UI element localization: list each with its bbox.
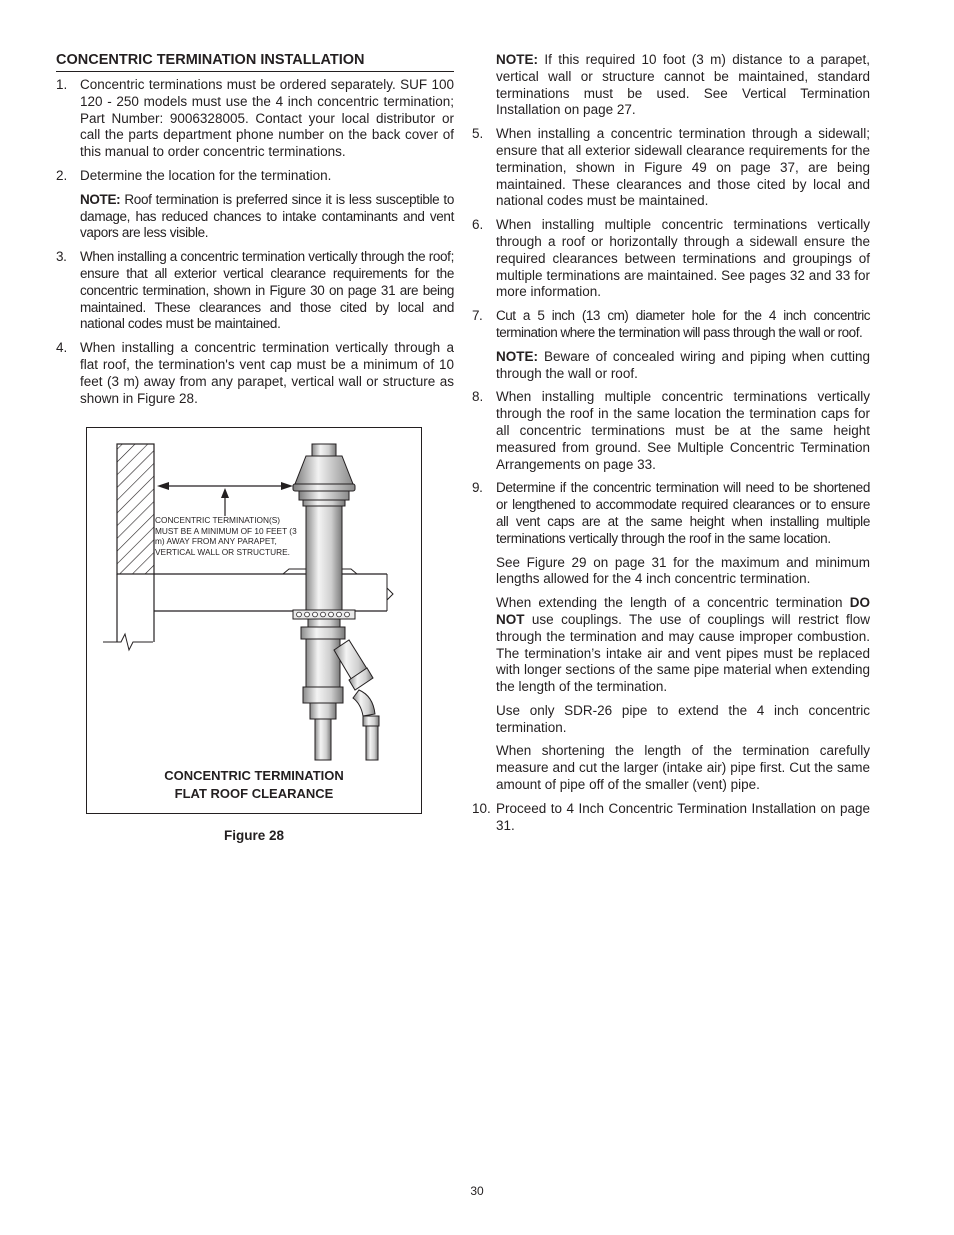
note-text: Beware of concealed wiring and piping when cutting through the wall or roof. [496, 348, 870, 381]
left-column [56, 52, 454, 414]
parapet-wall [103, 444, 154, 650]
step-5 [472, 126, 870, 210]
step-number: 4. [56, 340, 68, 356]
step-2 [56, 168, 454, 185]
step-9-paragraph-1: See Figure 29 on page 31 for the maximum and minimum lengths allowed for the 4 inch concentric termination. [496, 554, 870, 587]
page-number: 30 [470, 1184, 484, 1198]
step-number: 1. [56, 77, 68, 92]
roof-deck [154, 569, 393, 611]
step-10 [472, 801, 870, 835]
step-text: Determine the location for the termination. [80, 167, 332, 183]
note-text: If this required 10 foot (3 m) distance to a parapet, vertical wall or structure cannot be maintained, standard terminations must be used. See Vertical Termination Installation on page 27. [496, 52, 870, 118]
step-text: When installing multiple concentric terminations vertically through the roof in the same location the termination caps for all concentric terminations must be at the same height measured from ground. See Multiple Concentric Termination Arrangements on page 33. [496, 389, 870, 472]
clearance-dimension-arrow [157, 482, 293, 516]
concentric-termination [293, 444, 379, 760]
note-step-4 [472, 52, 870, 119]
step-text: When installing a concentric termination through a sidewall; ensure that all exterior sidewall clearance requirements for the termination, shown in Figure 49 on page 37, are being maintained. These clearances and those cited by local and national codes must be maintained. [496, 126, 870, 209]
section-title: CONCENTRIC TERMINATION INSTALLATION [56, 52, 454, 72]
paragraph-text: When extending the length of a concentric termination [496, 595, 843, 611]
figure-28 [86, 427, 422, 814]
step-6 [472, 217, 870, 301]
note-label: NOTE: [80, 191, 121, 207]
step-number: 2. [56, 167, 68, 183]
step-number: 6. [472, 217, 484, 233]
step-number: 5. [472, 126, 484, 142]
step-4 [56, 340, 454, 407]
step-number: 8. [472, 389, 484, 405]
step-9-paragraph-2 [472, 595, 870, 696]
step-text: When installing a concentric termination vertically through the roof; ensure that all exterior vertical clearance requirements for the concentric termination, shown in Figure 30 on page 31 are being maintained. These clearances and those cited by local and national codes must be maintained. [80, 249, 454, 332]
step-text: Concentric terminations must be ordered separately. SUF 100 120 - 250 models must use the 4 inch concentric termination; Part Number: 9006328005. Contact your local distributor or call the parts department phone number on the back cover of this manual to order concentric terminations. [80, 77, 454, 160]
right-column [472, 52, 870, 841]
note-label: NOTE: [496, 348, 538, 364]
note-text: Roof termination is preferred since it is less susceptible to damage, has reduced chances to intake contaminants and vent vapors are less visible. [80, 191, 454, 241]
clearance-callout: CONCENTRIC TERMINATION(S) MUST BE A MINIMUM OF 10 FEET (3 m) AWAY FROM ANY PARAPET, VERTICAL WALL OR STRUCTURE. [155, 515, 297, 557]
figure-title-line-1: CONCENTRIC TERMINATION [164, 768, 344, 783]
note-step-2 [56, 192, 454, 242]
flat-roof-clearance-diagram [87, 428, 423, 815]
figure-title-line-2: FLAT ROOF CLEARANCE [174, 786, 334, 801]
figure-caption: Figure 28 [223, 828, 285, 843]
step-1 [56, 77, 454, 161]
step-9-paragraph-3: Use only SDR-26 pipe to extend the 4 inch concentric termination. [496, 702, 870, 735]
emphasis-text: DO NOT [496, 595, 870, 627]
note-label: NOTE: [496, 52, 538, 67]
step-number: 3. [56, 249, 67, 265]
step-text: Proceed to 4 Inch Concentric Termination Installation on page 31. [496, 800, 870, 833]
step-number: 10. [472, 800, 491, 816]
step-9 [472, 480, 870, 547]
step-number: 7. [472, 308, 483, 324]
step-7 [472, 308, 870, 342]
paragraph-text: use couplings. The use of couplings will restrict flow through the termination and may cause improper combustion. The termination’s intake air and vent pipes must be replaced with longer sections of the same pipe material when extending the length of the termination. [496, 611, 870, 695]
step-text: When installing multiple concentric terminations vertically through a roof or horizontally through a sidewall ensure the required clearances between terminations and groupings of multiple terminations are maintained. See pages 32 and 33 for more information. [496, 217, 870, 300]
step-number: 9. [472, 480, 483, 496]
step-9-paragraph-4: When shortening the length of the termination carefully measure and cut the larger (intake air) pipe first. Cut the same amount of pipe off of the smaller (vent) pipe. [496, 743, 870, 793]
step-8 [472, 389, 870, 473]
note-step-7 [472, 349, 870, 383]
step-3 [56, 249, 454, 333]
step-text: When installing a concentric termination vertically through a flat roof, the termination's vent cap must be a minimum of 10 feet (3 m) away from any parapet, vertical wall or structure as shown in Figure 28. [80, 340, 454, 406]
step-text: Determine if the concentric termination will need to be shortened or lengthened to accommodate required clearances or to ensure all vent caps are at the same height when installing multiple terminations vertically through the roof in the same location. [496, 480, 870, 546]
step-text: Cut a 5 inch (13 cm) diameter hole for the 4 inch concentric termination where the termination will pass through the wall or roof. [496, 308, 870, 340]
